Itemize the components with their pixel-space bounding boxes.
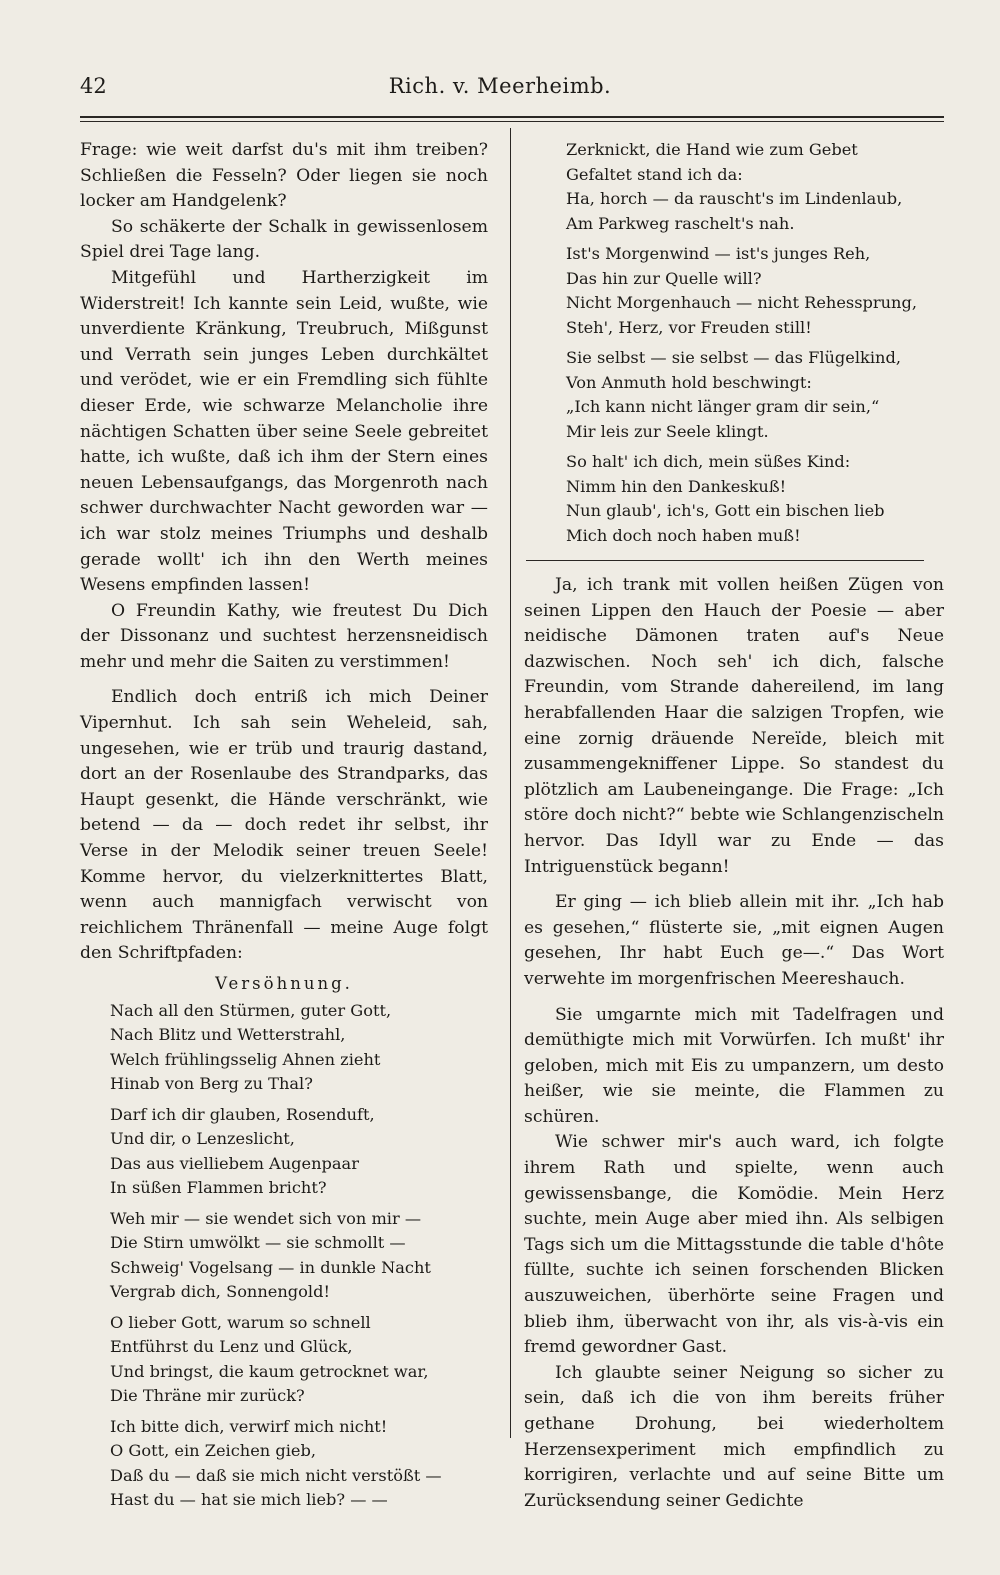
poem-line: Ha, horch — da rauscht's im Lindenlaub, xyxy=(566,189,903,208)
poem-line: Darf ich dir glauben, Rosenduft, xyxy=(110,1104,375,1124)
poem-line: So halt' ich dich, mein süßes Kind: xyxy=(566,452,851,471)
poem-line: „Ich kann nicht länger gram dir sein,“ xyxy=(566,397,880,416)
poem-line: Steh', Herz, vor Freuden still! xyxy=(566,317,812,337)
poem-line: Nicht Morgenhauch — nicht Rehessprung, xyxy=(566,293,917,312)
poem-line: O Gott, ein Zeichen gieb, xyxy=(110,1441,316,1461)
poem-line: Schweig' Vogelsang — in dunkle Nacht xyxy=(110,1257,431,1277)
poem-line: Weh mir — sie wendet sich von mir — xyxy=(110,1208,422,1228)
poem-stanza xyxy=(110,1103,488,1201)
poem-line: Das aus vielliebem Augenpaar xyxy=(110,1153,359,1173)
poem-line: Gefaltet stand ich da: xyxy=(566,164,743,184)
paragraph: Endlich doch entriß ich mich Deiner Vipernhut. Ich sah sein Weheleid, sah, ungesehen, wie er trüb und traurig dastand, dort an der Rosenlaube des Strandparks, das Haupt gesenkt, die Hände verschränkt, wie betend — da — doch redet ihr selbst, ihr Verse in der Melodik seiner treuen Seele! Komme hervor, du vielzerknittertes Blatt, wenn auch mannigfach verwischt von reichlichem Thränenfall — meine Auge folgt den Schriftpfaden: xyxy=(80,687,488,964)
poem-line: Mich doch noch haben muß! xyxy=(566,525,801,545)
header-rule-thin xyxy=(80,121,944,122)
poem-line: Zerknickt, die Hand wie zum Gebet xyxy=(566,140,858,159)
header-rule xyxy=(80,116,944,118)
poem-line: Ist's Morgenwind — ist's junges Reh, xyxy=(566,244,871,263)
poem-title: Versöhnung. xyxy=(215,974,353,993)
poem-line: Das hin zur Quelle will? xyxy=(566,268,762,288)
poem-end-rule xyxy=(526,560,924,561)
poem-stanza xyxy=(110,999,488,1097)
poem-line: Entführst du Lenz und Glück, xyxy=(110,1337,353,1357)
poem-line: Nach Blitz und Wetterstrahl, xyxy=(110,1025,346,1045)
poem-stanza xyxy=(566,346,944,444)
poem-stanza xyxy=(566,242,944,340)
poem-line: Sie selbst — sie selbst — das Flügelkind, xyxy=(566,348,901,367)
poem-line: Ich bitte dich, verwirf mich nicht! xyxy=(110,1416,388,1436)
paragraph: Ja, ich trank mit vollen heißen Zügen von seinen Lippen den Hauch der Poesie — aber neidische Dämonen traten auf's Neue dazwischen. Noch seh' ich dich, falsche Freundin, vom Strande dahereilend, im lang herabfallenden Haar die salzigen Tropfen, wie eine zornig dräuende Nereïde, bleich mit zusammengekniffener Lippe. So standest du plötzlich am Laubeneingange. Die Frage: „Ich störe doch nicht?“ bebte wie Schlangenzischeln hervor. Das Idyll war zu Ende — das Intriguenstück begann! xyxy=(524,575,944,877)
poem-line: Nach all den Stürmen, guter Gott, xyxy=(110,1000,392,1020)
paragraph: Wie schwer mir's auch ward, ich folgte ihrem Rath und spielte, wenn auch gewissensbange, die Komödie. Mein Herz suchte, mein Auge aber mied ihn. Als selbigen Tags sich um die Mittagsstunde die table d'hôte füllte, suchte ich seinen forschenden Blicken auszuweichen, überhörte seine Fragen und blieb ihm, überwacht von ihr, als vis-à-vis ein fremd gewordner Gast. xyxy=(524,1132,944,1358)
poem-line: In süßen Flammen bricht? xyxy=(110,1178,327,1198)
paragraph: Ich glaubte seiner Neigung so sicher zu sein, daß ich die von ihm bereits früher gethane Drohung, bei wiederholtem Herzensexperiment mich empfindlich zu korrigiren, verlachte und auf seine Bitte um Zurücksendung seiner Gedichte xyxy=(524,1362,944,1511)
poem-line: Nun glaub', ich's, Gott ein bischen lieb xyxy=(566,501,885,520)
poem-line: Hast du — hat sie mich lieb? — — xyxy=(110,1490,388,1510)
poem-line: Und dir, o Lenzeslicht, xyxy=(110,1129,295,1149)
poem-line: Nimm hin den Dankeskuß! xyxy=(566,476,787,496)
poem-stanza xyxy=(110,1207,488,1305)
paragraph: Mitgefühl und Hartherzigkeit im Widerstreit! Ich kannte sein Leid, wußte, wie unverdiente Kränkung, Treubruch, Mißgunst und Verrath sein junges Leben durchkältet und verödet, wie er ein Fremdling sich fühlte dieser Erde, wie schwarze Melancholie ihre nächtigen Schatten über seine Seele gebreitet hatte, ich wußte, daß ich ihm der Stern eines neuen Lebensaufgangs, das Morgenroth nach schwer durchwachter Nacht geworden war — ich war stolz meines Triumphs und deshalb gerade wollt' ich ihn den Werth meines Wesens empfinden lassen! xyxy=(80,267,488,596)
paragraph: Sie umgarnte mich mit Tadelfragen und demüthigte mich mit Vorwürfen. Ich mußt' ihr geloben, mich mit Eis zu umpanzern, um desto heißer, wie sie meinte, die Flammen zu schüren. xyxy=(524,1004,944,1127)
paragraph: Frage: wie weit darfst du's mit ihm treiben? Schließen die Fesseln? Oder liegen sie noch locker am Handgelenk? xyxy=(80,140,488,212)
poem-line: Vergrab dich, Sonnengold! xyxy=(110,1282,330,1302)
poem-line: Am Parkweg raschelt's nah. xyxy=(566,213,795,233)
poem-line: Hinab von Berg zu Thal? xyxy=(110,1074,313,1094)
column-divider xyxy=(510,128,511,1438)
left-column xyxy=(80,138,488,1519)
page-number: 42 xyxy=(80,74,107,98)
poem-line: Von Anmuth hold beschwingt: xyxy=(566,372,812,392)
poem-line: Und bringst, die kaum getrocknet war, xyxy=(110,1361,429,1381)
poem-stanza xyxy=(566,450,944,548)
running-head: Rich. v. Meerheimb. xyxy=(388,74,612,98)
poem-line: Welch frühlingsselig Ahnen zieht xyxy=(110,1049,381,1069)
poem-stanza xyxy=(566,138,944,236)
poem-line: Die Thräne mir zurück? xyxy=(110,1386,305,1406)
poem-line: O lieber Gott, warum so schnell xyxy=(110,1312,371,1332)
poem-line: Die Stirn umwölkt — sie schmollt — xyxy=(110,1233,406,1253)
poem-stanza xyxy=(110,1311,488,1409)
poem-line: Mir leis zur Seele klingt. xyxy=(566,421,769,441)
right-column xyxy=(524,138,944,1514)
paragraph: O Freundin Kathy, wie freutest Du Dich der Dissonanz und suchtest herzensneidisch mehr und mehr die Saiten zu verstimmen! xyxy=(80,600,488,672)
paragraph: So schäkerte der Schalk in gewissenlosem Spiel drei Tage lang. xyxy=(80,216,488,263)
paragraph: Er ging — ich blieb allein mit ihr. „Ich hab es gesehen,“ flüsterte sie, „mit eignen Augen gesehen, Ihr habt Euch ge—.“ Das Wort verwehte im morgenfrischen Meereshauch. xyxy=(524,892,944,989)
poem-stanza xyxy=(110,1415,488,1513)
poem-line: Daß du — daß sie mich nicht verstößt — xyxy=(110,1465,442,1485)
